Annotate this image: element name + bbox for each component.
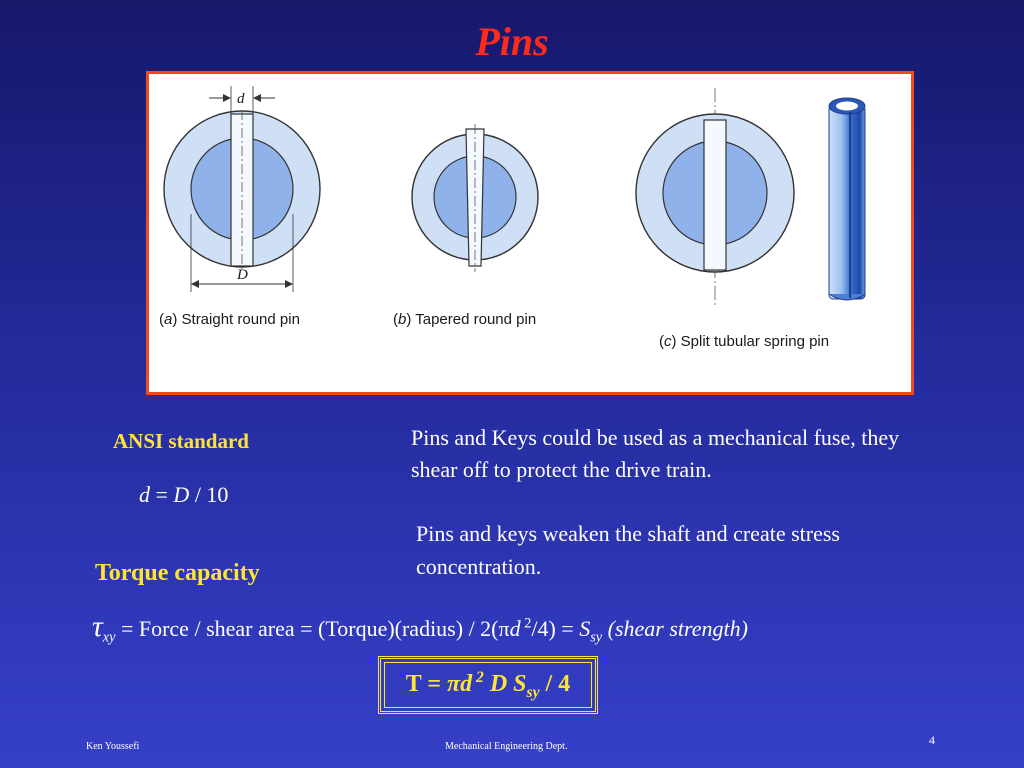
ansi-standard-label: ANSI standard [113, 429, 249, 453]
spring-pin-section-drawing [636, 88, 794, 306]
pin-diagram [149, 74, 911, 392]
caption-b: (b) Tapered round pin [393, 311, 537, 328]
torque-formula: T = πd $^2$ D $S_{sy} / 4$ [405, 668, 571, 701]
pin-figure [146, 71, 914, 395]
footer-author: Ken Youssefi [86, 741, 140, 752]
ansi-formula: d = D / 10 [139, 482, 229, 507]
dimension-D-label: D [237, 267, 248, 283]
torque-capacity-label: Torque capacity [95, 560, 260, 586]
slide-title: Pins [475, 19, 549, 64]
dimension-d-label: d [237, 91, 245, 107]
torque-formula-box [378, 656, 598, 714]
fuse-paragraph: Pins and Keys could be used as a mechanical fuse, they shear off to protect the drive train. [411, 425, 900, 482]
spring-pin-tube-drawing [829, 98, 865, 300]
tapered-pin-drawing [412, 124, 538, 272]
caption-c: (c) Split tubular spring pin [659, 333, 830, 350]
shear-stress-equation: $\tau_{xy}$ = Force / shear area = (Torque)(radius) / 2(πd $^2/4) = S_{sy}$ (shear strength) [92, 610, 748, 646]
straight-pin-drawing [164, 86, 320, 292]
weaken-paragraph: Pins and keys weaken the shaft and create stress concentration. [416, 521, 840, 579]
footer-department: Mechanical Engineering Dept. [445, 741, 568, 752]
page-number: 4 [929, 733, 935, 747]
caption-a: (a) Straight round pin [159, 311, 300, 328]
